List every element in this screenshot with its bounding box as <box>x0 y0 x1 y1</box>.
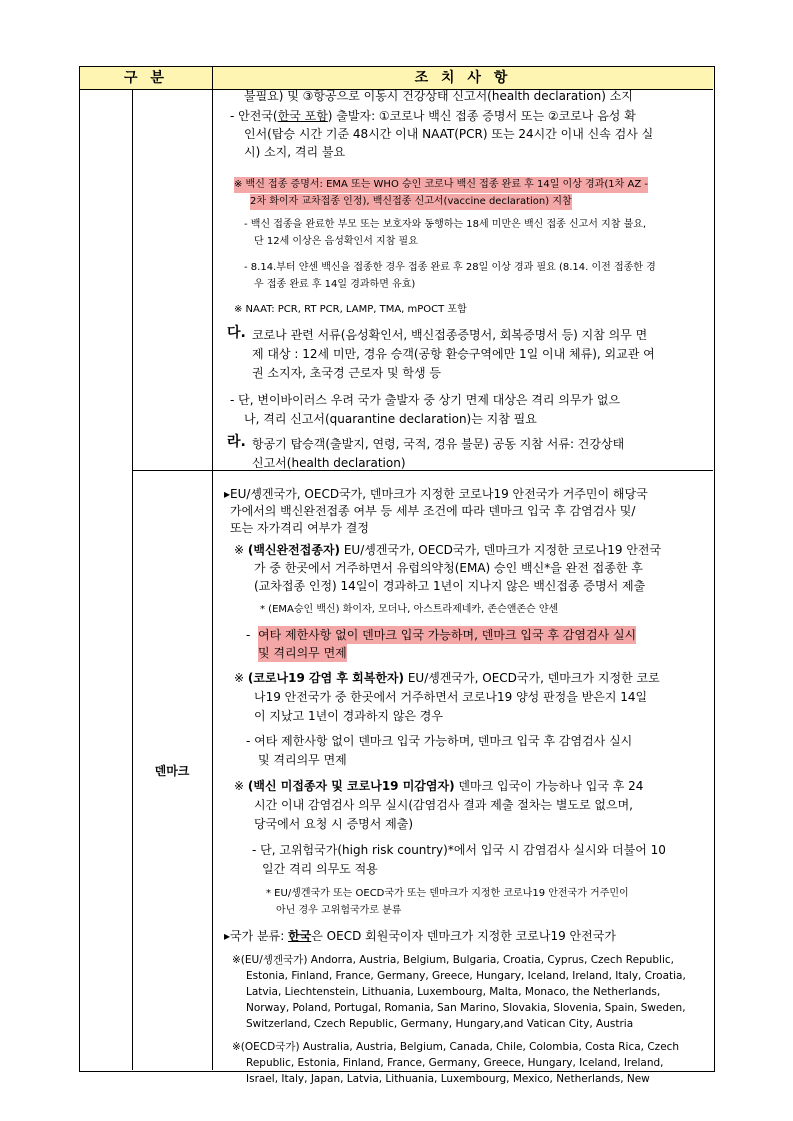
text-line: 이 지났고 1년이 경과하지 않은 경우 <box>254 709 443 723</box>
vaccine-note-highlight: 2차 화이자 교차접종 인정), 백신접종 신고서(vaccine declaration) 지참 <box>250 194 572 210</box>
column-divider-2 <box>212 67 213 1070</box>
ema-note: * (EMA승인 백신) 화이자, 모더나, 아스트라제네카, 존슨앤존슨 얀센 <box>260 604 559 615</box>
text-line: - 단, 변이바이러스 우려 국가 출발자 중 상기 면제 대상은 격리 의무가 없으 <box>230 393 621 407</box>
item-label-ra: 라. <box>227 434 246 450</box>
text-line: Republic, Estonia, Finland, France, Germany, Greece, Hungary, Iceland, Ireland, <box>246 1057 664 1069</box>
text-line: - 단, 고위험국가(high risk country)*에서 입국 시 감염검사 실시와 더불어 10 <box>252 843 666 857</box>
text-line: * EU/솅겐국가 또는 OECD국가 또는 덴마크가 지정한 코로나19 안전국가 거주민이 <box>266 888 629 899</box>
text-line: 권 소지자, 초국경 근로자 및 학생 등 <box>252 366 441 380</box>
header-category: 구 분 <box>124 70 168 86</box>
text-line: 시간 이내 감염검사 의무 실시(감염검사 결과 제출 절차는 별도로 없으며, <box>254 798 633 812</box>
text-line: 가에서의 백신완전접종 여부 등 세부 조건에 따라 덴마크 입국 후 감염검사 및/ <box>230 504 636 518</box>
text-line: 나19 안전국가 중 한곳에서 거주하면서 코로나19 양성 판정을 받은지 14일 <box>254 690 648 704</box>
text-line: Estonia, Finland, France, Germany, Greece, Hungary, Iceland, Ireland, Italy, Croatia, <box>246 970 686 982</box>
text-line: 및 격리의무 면제 <box>258 753 347 767</box>
text-line: 신고서(health declaration) <box>252 456 406 470</box>
country-name-denmark: 덴마크 <box>154 764 190 778</box>
unvaccinated-item: ※ (백신 미접종자 및 코로나19 미감염자) 덴마크 입국이 가능하나 입국 후 24 <box>234 779 644 793</box>
dash: - <box>246 628 251 642</box>
measures-table <box>79 66 715 1085</box>
exemption-highlight: 여타 제한사항 없이 덴마크 입국 가능하며, 덴마크 입국 후 감염검사 실시 <box>258 628 637 642</box>
text-line: 코로나 관련 서류(음성확인서, 백신접종증명서, 회복증명서 등) 지참 의무 면 <box>252 328 648 342</box>
text-line: 당국에서 요청 시 증명서 제출) <box>254 817 414 831</box>
text-line: 제 대상 : 12세 미만, 경유 승객(공항 환승구역에만 1일 이내 체류), 외교관 여 <box>252 347 655 361</box>
text-line: ▸EU/솅겐국가, OECD국가, 덴마크가 지정한 코로나19 안전국가 거주민이 해당국 <box>224 487 648 501</box>
item-label-da: 다. <box>227 325 246 341</box>
text-line: Switzerland, Czech Republic, Germany, Hungary,and Vatican City, Austria <box>246 1018 634 1030</box>
text-line: 시) 소지, 격리 불요 <box>244 145 346 159</box>
text-line: 우 접종 완료 후 14일 경과하면 유효) <box>254 279 416 290</box>
header-measures: 조 치 사 항 <box>414 70 512 86</box>
text-line: 인서(탑승 시간 기준 48시간 이내 NAAT(PCR) 또는 24시간 이내 신속 검사 실 <box>244 127 654 141</box>
vaccinated-item: ※ (백신완전접종자) EU/솅겐국가, OECD국가, 덴마크가 지정한 코로나19 안전국 <box>234 543 662 557</box>
text-line: Norway, Poland, Portugal, Romania, San Marino, Slovakia, Slovenia, Spain, Sweden, <box>246 1002 686 1014</box>
previous-country-content <box>214 67 712 470</box>
text-line: 나, 격리 신고서(quarantine declaration)는 지참 필요 <box>244 412 537 426</box>
text-line: (교차접종 인정) 14일이 경과하고 1년이 지나지 않은 백신접종 증명서 제출 <box>254 579 646 593</box>
text-line: ※(OECD국가) Australia, Austria, Belgium, Canada, Chile, Colombia, Costa Rica, Czech <box>232 1041 680 1053</box>
text-line: ※(EU/솅겐국가) Andorra, Austria, Belgium, Bulgaria, Croatia, Cyprus, Czech Republic, <box>232 954 674 966</box>
text-line: 일간 격리 의무도 적용 <box>262 862 378 876</box>
text-line: - 여타 제한사항 없이 덴마크 입국 가능하며, 덴마크 입국 후 감염검사 실시 <box>246 734 633 748</box>
column-divider-1 <box>132 89 133 1070</box>
text-line: 항공기 탑승객(출발지, 연령, 국적, 경유 불문) 공동 지참 서류: 건강상태 <box>252 437 625 451</box>
recovered-item: ※ (코로나19 감염 후 회복한자) EU/솅겐국가, OECD국가, 덴마크가 지정한 코로 <box>234 671 660 685</box>
text-line: 아닌 경우 고위험국가로 분류 <box>276 905 402 916</box>
safe-country-item: - 안전국(한국 포함) 출발자: ①코로나 백신 접종 증명서 또는 ②코로나 음성 확 <box>230 109 636 123</box>
text-line: 불필요) 및 ③항공으로 이동시 건강상태 신고서(health declaration) 소지 <box>244 89 633 103</box>
text-line: - 백신 접종을 완료한 부모 또는 보호자와 동행하는 18세 미만은 백신 접종 신고서 지참 불요, <box>244 219 647 230</box>
vaccine-note-highlight: ※ 백신 접종 증명서: EMA 또는 WHO 승인 코로나 백신 접종 완료 후 14일 이상 경과(1차 AZ - <box>234 177 648 193</box>
text-line: 가 중 한곳에서 거주하면서 유럽의약청(EMA) 승인 백신*을 완전 접종한 후 <box>254 561 643 575</box>
naat-note: ※ NAAT: PCR, RT PCR, LAMP, TMA, mPOCT 포함 <box>234 304 467 315</box>
text-line: 단 12세 이상은 음성확인서 지참 필요 <box>254 236 418 247</box>
text-line: Latvia, Liechtenstein, Lithuania, Luxembourg, Malta, Monaco, the Netherlands, <box>246 986 661 998</box>
exemption-highlight: 및 격리의무 면제 <box>258 646 347 660</box>
denmark-content <box>214 470 712 1085</box>
text-line: Israel, Italy, Japan, Latvia, Lithuania, Luxembourg, Mexico, Netherlands, New <box>246 1073 650 1085</box>
country-classification: ▸국가 분류: 한국은 OECD 회원국이자 덴마크가 지정한 코로나19 안전국가 <box>224 929 616 943</box>
text-line: - 8.14.부터 얀센 백신을 접종한 경우 접종 완료 후 28일 이상 경과 필요 (8.14. 이전 접종한 경 <box>244 262 656 273</box>
text-line: 또는 자가격리 여부가 결정 <box>230 521 369 535</box>
